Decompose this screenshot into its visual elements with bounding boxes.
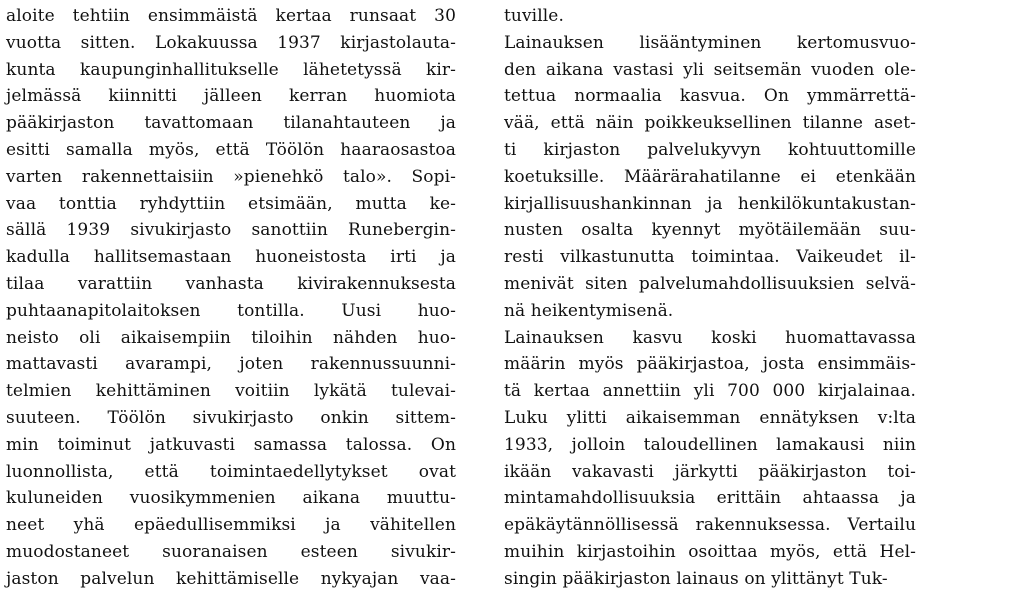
text-line: koetuksille. Määrärahatilanne ei etenkään — [504, 166, 916, 187]
text-line: jelmässä kiinnitti jälleen kerran huomiota — [6, 86, 456, 107]
text-line: epäkäytännöllisessä rakennuksessa. Vertailu — [504, 515, 916, 536]
text-line: Lainauksen kasvu koski huomattavassa — [504, 327, 916, 348]
text-line: suuteen. Töölön sivukirjasto onkin sittem- — [6, 407, 456, 428]
text-line: aloite tehtiin ensimmäistä kertaa runsaat 30 — [6, 6, 456, 26]
text-line: Lainauksen lisääntyminen kertomusvuo- — [504, 32, 916, 53]
text-line: singin pääkirjaston lainaus on ylittänyt Tuk- — [504, 568, 888, 589]
text-line: nä heikentymisenä. — [504, 300, 674, 321]
text-line: määrin myös pääkirjastoa, josta ensimmäis- — [504, 354, 916, 375]
right-text-column — [504, 3, 916, 593]
text-line: menivät siten palvelumahdollisuuksien selvä- — [504, 273, 916, 294]
text-line: den aikana vastasi yli seitsemän vuoden ole- — [504, 59, 916, 80]
text-line: vää, että näin poikkeuksellinen tilanne aset- — [504, 113, 916, 134]
text-line: tuville. — [504, 6, 564, 26]
text-line: muodostaneet suoranaisen esteen sivukir- — [6, 541, 456, 562]
paragraph — [504, 325, 916, 593]
text-line: min toiminut jatkuvasti samassa talossa. On — [6, 434, 456, 455]
text-line: resti vilkastunutta toimintaa. Vaikeudet il- — [504, 247, 916, 268]
text-line: mintamahdollisuuksia erittäin ahtaassa ja — [504, 488, 916, 509]
text-line: neet yhä epäedullisemmiksi ja vähitellen — [6, 515, 456, 536]
text-line: kunta kaupunginhallitukselle lähetetyssä kir- — [6, 59, 456, 80]
text-line: mattavasti avarampi, joten rakennussuunni- — [6, 354, 456, 375]
text-line: puhtaanapitolaitoksen tontilla. Uusi huo- — [6, 300, 456, 321]
text-line: varten rakennettaisiin »pienehkö talo». Sopi- — [6, 166, 456, 187]
text-line: neisto oli aikaisempiin tiloihin nähden huo- — [6, 327, 456, 348]
text-line: vuotta sitten. Lokakuussa 1937 kirjastolauta- — [6, 32, 456, 53]
text-line: nusten osalta kyennyt myötäilemään suu- — [504, 220, 916, 241]
text-line: jaston palvelun kehittämiselle nykyajan vaa- — [6, 568, 456, 589]
text-line: muihin kirjastoihin osoittaa myös, että Hel- — [504, 541, 916, 562]
text-line: luonnollista, että toimintaedellytykset ovat — [6, 461, 456, 482]
text-line: ikään vakavasti järkytti pääkirjaston toi- — [504, 461, 916, 482]
text-line: kadulla hallitsemastaan huoneistosta irti ja — [6, 247, 456, 268]
text-line: kirjallisuushankinnan ja henkilökuntakustan- — [504, 193, 916, 214]
left-text-column — [6, 3, 456, 593]
text-line: ti kirjaston palvelukyvyn kohtuuttomille — [504, 139, 916, 160]
text-line: Luku ylitti aikaisemman ennätyksen v:lta — [504, 407, 916, 428]
text-line: kuluneiden vuosikymmenien aikana muuttu- — [6, 488, 456, 509]
text-line: sällä 1939 sivukirjasto sanottiin Runebergin- — [6, 220, 456, 241]
text-line: tä kertaa annettiin yli 700 000 kirjalainaa. — [504, 381, 916, 402]
text-line: tettua normaalia kasvua. On ymmärrettä- — [504, 86, 916, 107]
text-line: vaa tonttia ryhdyttiin etsimään, mutta ke- — [6, 193, 456, 214]
text-line: telmien kehittäminen voitiin lykätä tulevai- — [6, 381, 456, 402]
text-line: esitti samalla myös, että Töölön haaraosastoa — [6, 139, 456, 160]
paragraph — [504, 30, 916, 325]
text-line: pääkirjaston tavattomaan tilanahtauteen ja — [6, 113, 456, 134]
text-line: tilaa varattiin vanhasta kivirakennuksesta — [6, 273, 456, 294]
paragraph — [504, 3, 916, 30]
text-line: 1933, jolloin taloudellinen lamakausi niin — [504, 434, 916, 455]
